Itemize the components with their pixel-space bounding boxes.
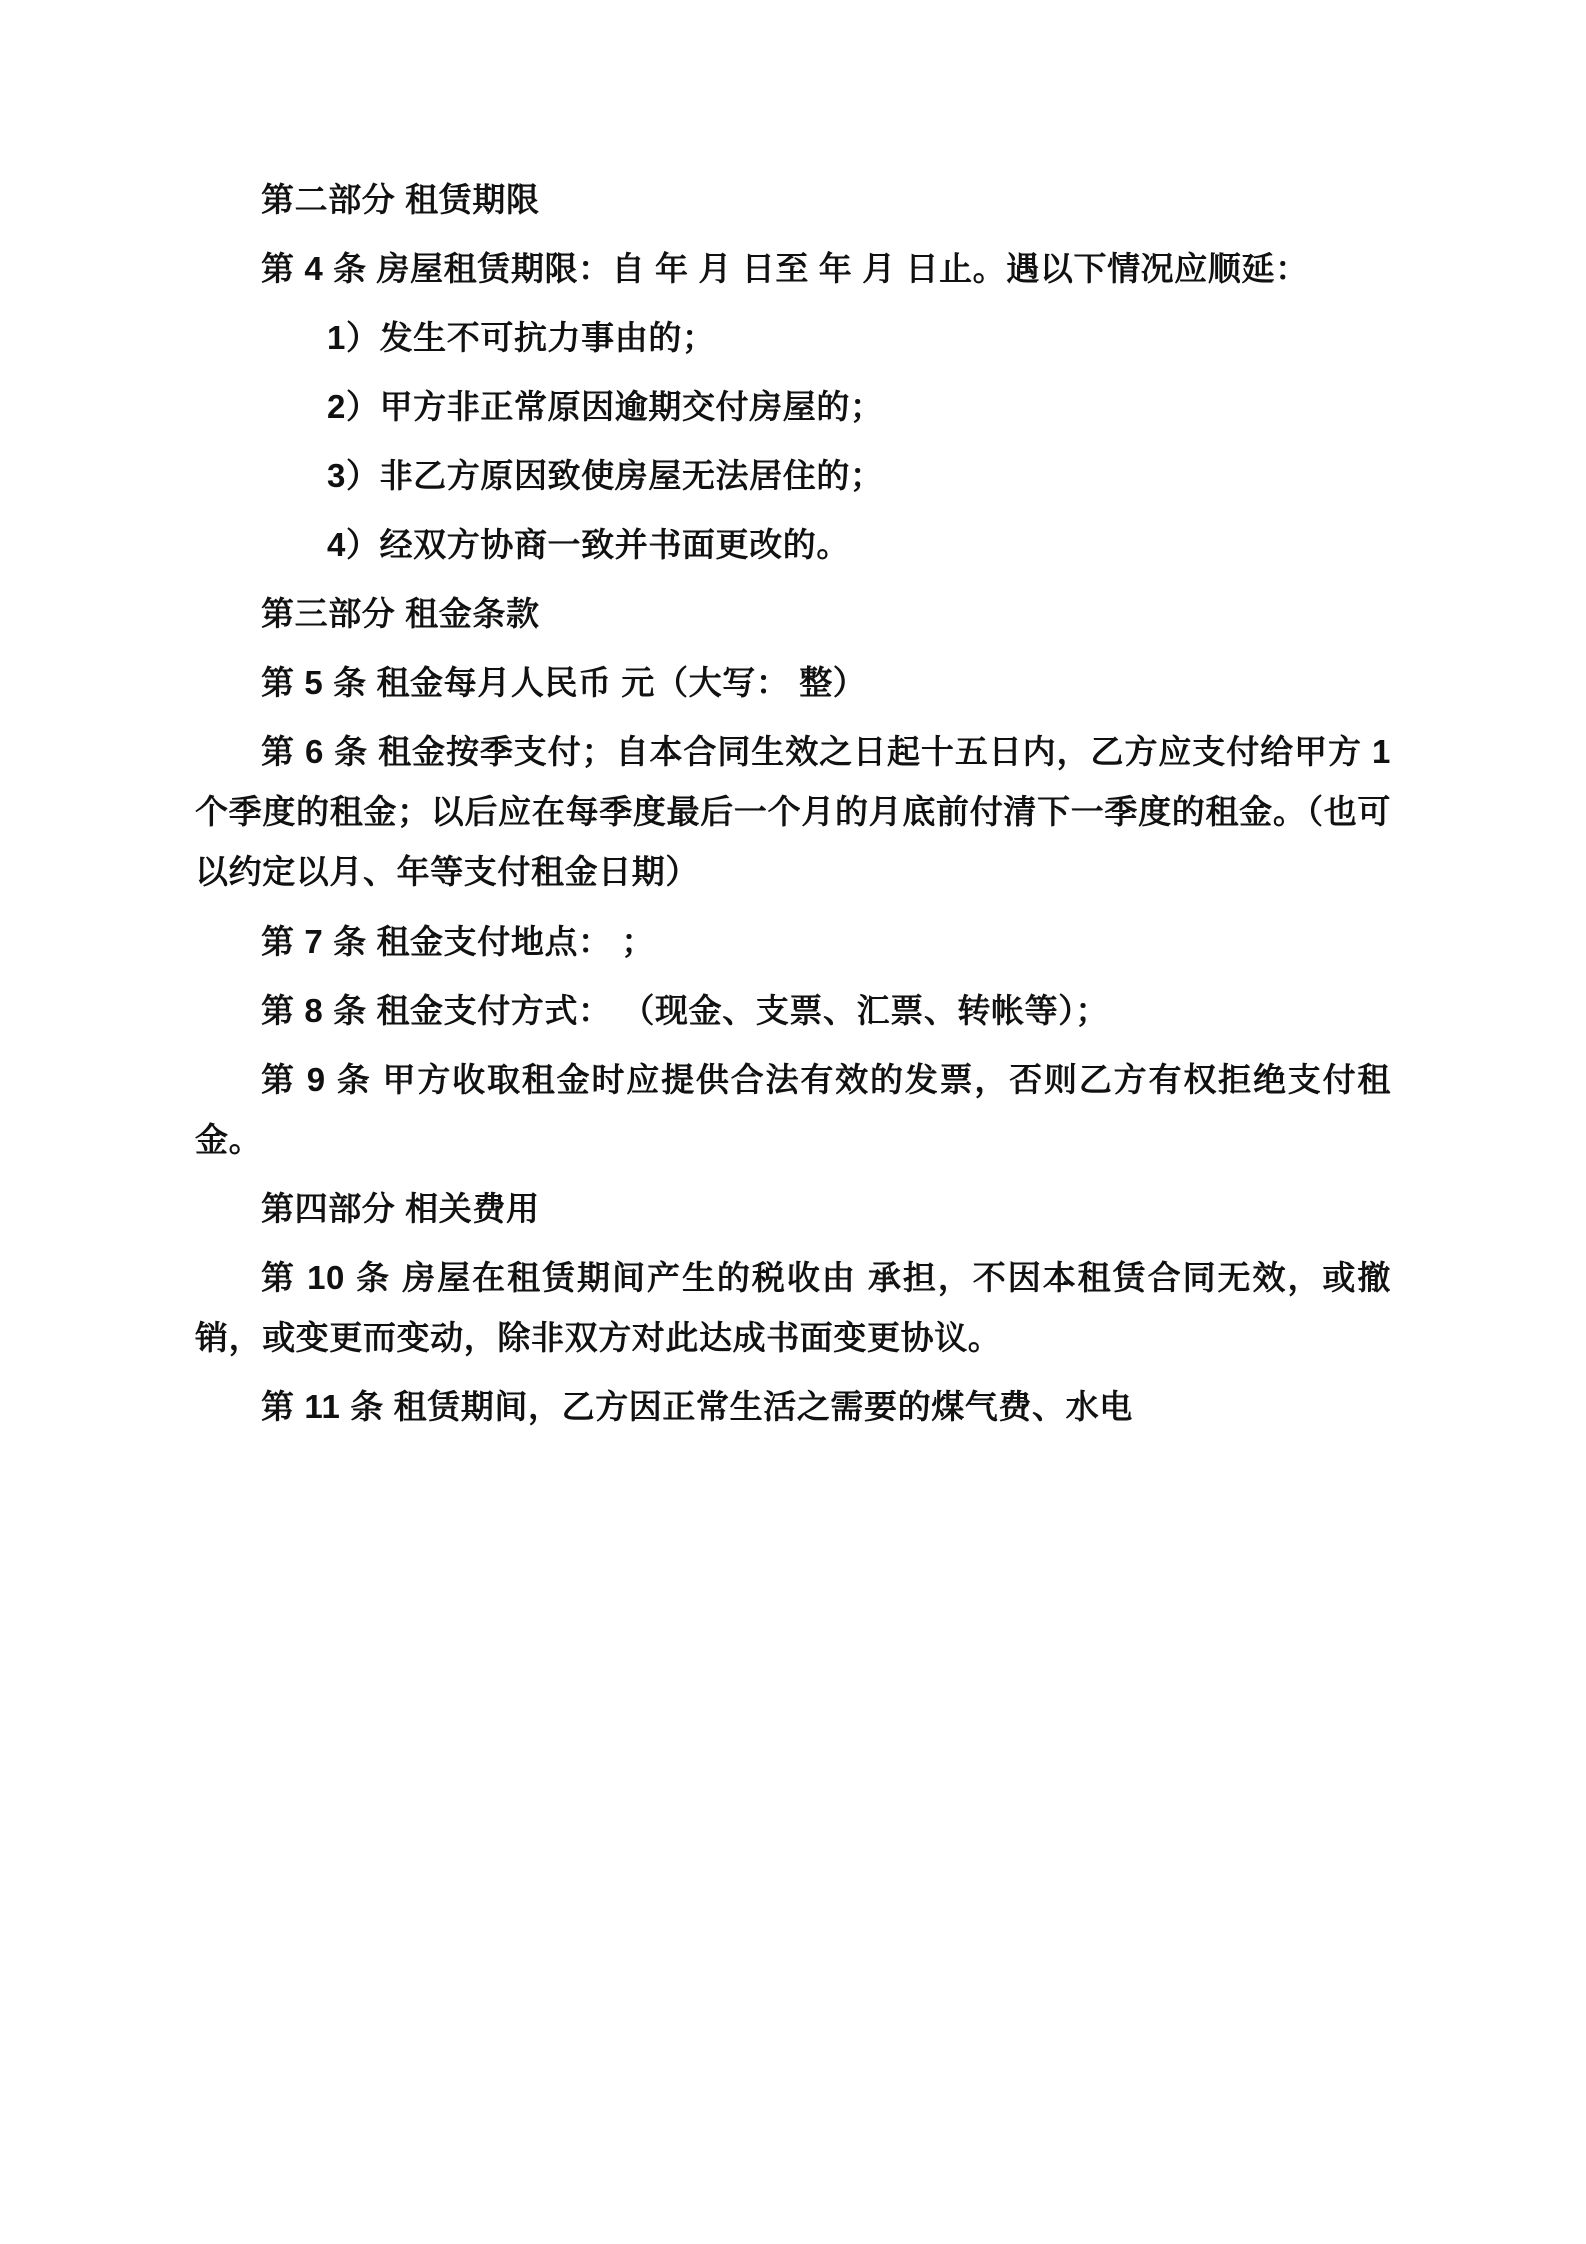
- list-item-marker: 1）: [327, 319, 380, 357]
- clause-4-item-2: [195, 377, 1391, 437]
- section-heading-part3: 第三部分 租金条款: [261, 595, 540, 633]
- clause-4-item-1: [195, 308, 1391, 368]
- document-body: [195, 170, 1391, 1437]
- list-item-text: 经双方协商一致并书面更改的。: [379, 526, 850, 564]
- clause-4: 第 4 条 房屋租赁期限：自 年 月 日至 年 月 日止。遇以下情况应顺延：: [261, 250, 1309, 288]
- clause-5: 第 5 条 租金每月人民币 元（大写： 整）: [261, 664, 867, 702]
- list-item-marker: 4）: [327, 526, 380, 564]
- clause-10: 第 10 条 房屋在租赁期间产生的税收由 承担，不因本租赁合同无效，或撤销，或变更而变动，除非双方对此达成书面变更协议。: [195, 1258, 1391, 1356]
- clause-8: 第 8 条 租金支付方式： （现金、支票、汇票、转帐等）；: [261, 991, 1109, 1029]
- section-heading-part4: 第四部分 相关费用: [261, 1189, 540, 1227]
- clause-4-item-4: [195, 515, 1391, 575]
- clause-9: 第 9 条 甲方收取租金时应提供合法有效的发票，否则乙方有权拒绝支付租金。: [195, 1060, 1391, 1158]
- list-item-text: 发生不可抗力事由的；: [379, 319, 716, 357]
- list-item-marker: 3）: [327, 457, 380, 495]
- list-item-marker: 2）: [327, 388, 380, 426]
- list-item-text: 非乙方原因致使房屋无法居住的；: [379, 457, 884, 495]
- clause-7: 第 7 条 租金支付地点： ；: [261, 922, 656, 960]
- list-item-text: 甲方非正常原因逾期交付房屋的；: [379, 388, 884, 426]
- section-heading-part2: 第二部分 租赁期限: [261, 181, 540, 218]
- clause-4-item-3: [195, 446, 1391, 506]
- clause-6: 第 6 条 租金按季支付；自本合同生效之日起十五日内，乙方应支付给甲方 1 个季度的租金；以后应在每季度最后一个月的月底前付清下一季度的租金。（也可以约定以月、年等支付租金日期）: [195, 733, 1391, 891]
- clause-11: 第 11 条 租赁期间，乙方因正常生活之需要的煤气费、水电: [261, 1387, 1133, 1425]
